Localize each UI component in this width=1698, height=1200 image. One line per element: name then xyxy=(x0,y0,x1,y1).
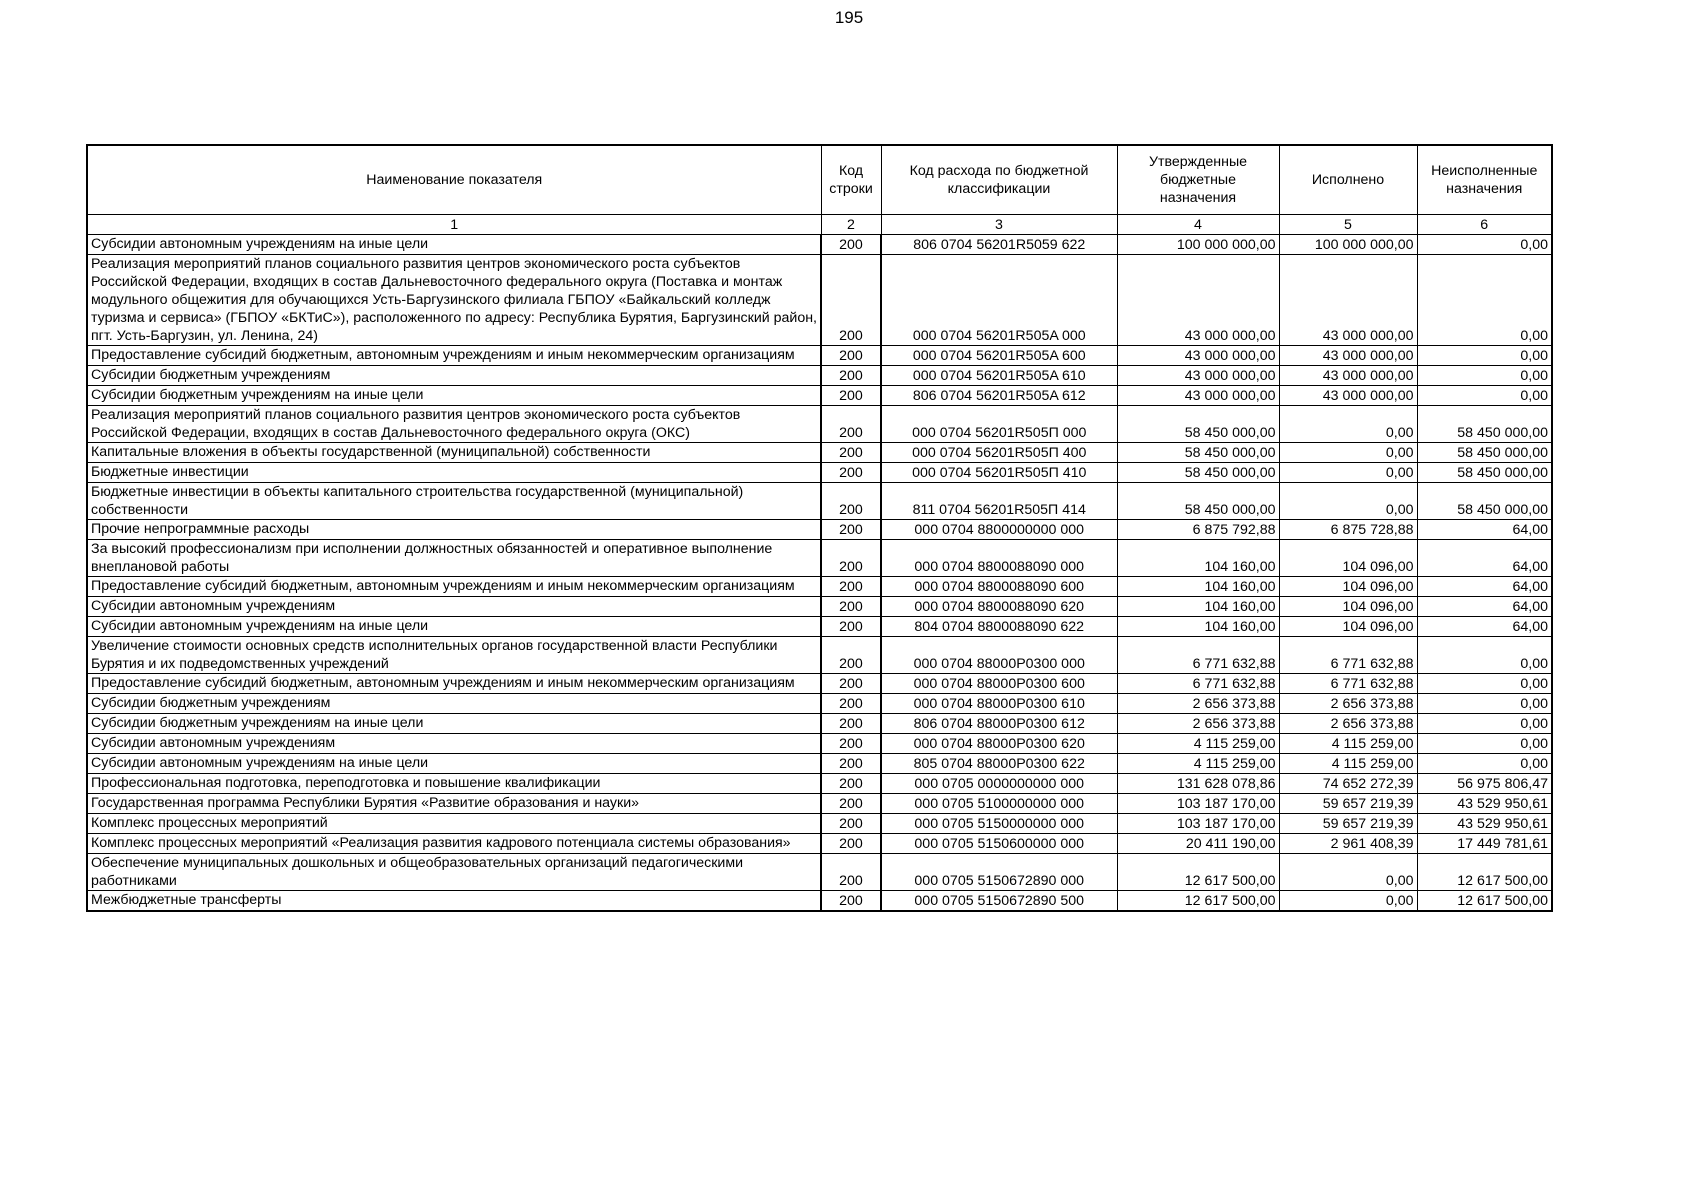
row-classification-cell: 000 0704 8800000000 000 xyxy=(881,520,1117,540)
row-approved-cell: 12 617 500,00 xyxy=(1117,854,1279,891)
row-executed-cell: 0,00 xyxy=(1279,891,1417,912)
row-unexecuted-cell: 0,00 xyxy=(1417,714,1552,734)
row-name-cell: Субсидии автономным учреждениям на иные цели xyxy=(87,617,821,637)
row-name-cell: Бюджетные инвестиции в объекты капитального строительства государственной (муниципальной) собственности xyxy=(87,483,821,520)
column-number: 1 xyxy=(87,215,821,235)
table-row xyxy=(87,714,1552,734)
row-unexecuted-cell: 58 450 000,00 xyxy=(1417,463,1552,483)
table-row xyxy=(87,754,1552,774)
row-classification-cell: 000 0704 56201R505A 610 xyxy=(881,366,1117,386)
header-classification: Код расхода по бюджетной классификации xyxy=(881,145,1117,215)
row-executed-cell: 2 656 373,88 xyxy=(1279,694,1417,714)
table-row xyxy=(87,694,1552,714)
table-row xyxy=(87,774,1552,794)
row-executed-cell: 100 000 000,00 xyxy=(1279,235,1417,255)
row-executed-cell: 104 096,00 xyxy=(1279,577,1417,597)
row-classification-cell: 000 0705 5150600000 000 xyxy=(881,834,1117,854)
row-name-cell: Субсидии автономным учреждениям на иные цели xyxy=(87,235,821,255)
row-unexecuted-cell: 64,00 xyxy=(1417,520,1552,540)
row-unexecuted-cell: 0,00 xyxy=(1417,235,1552,255)
row-line-code-cell: 200 xyxy=(821,255,881,346)
row-approved-cell: 58 450 000,00 xyxy=(1117,406,1279,443)
table-row xyxy=(87,814,1552,834)
row-line-code-cell: 200 xyxy=(821,637,881,674)
row-name-cell: Комплекс процессных мероприятий «Реализация развития кадрового потенциала системы образования» xyxy=(87,834,821,854)
row-executed-cell: 104 096,00 xyxy=(1279,540,1417,577)
table-row xyxy=(87,854,1552,891)
header-name: Наименование показателя xyxy=(87,145,821,215)
row-line-code-cell: 200 xyxy=(821,774,881,794)
row-approved-cell: 103 187 170,00 xyxy=(1117,794,1279,814)
row-classification-cell: 806 0704 88000P0300 612 xyxy=(881,714,1117,734)
table-row xyxy=(87,346,1552,366)
row-unexecuted-cell: 43 529 950,61 xyxy=(1417,794,1552,814)
row-classification-cell: 000 0705 5150000000 000 xyxy=(881,814,1117,834)
row-approved-cell: 104 160,00 xyxy=(1117,577,1279,597)
table-row xyxy=(87,577,1552,597)
row-approved-cell: 12 617 500,00 xyxy=(1117,891,1279,912)
row-line-code-cell: 200 xyxy=(821,794,881,814)
row-name-cell: Субсидии автономным учреждениям на иные цели xyxy=(87,754,821,774)
row-approved-cell: 58 450 000,00 xyxy=(1117,483,1279,520)
row-executed-cell: 43 000 000,00 xyxy=(1279,346,1417,366)
row-classification-cell: 000 0704 8800088090 000 xyxy=(881,540,1117,577)
table-row xyxy=(87,597,1552,617)
row-unexecuted-cell: 56 975 806,47 xyxy=(1417,774,1552,794)
row-name-cell: Профессиональная подготовка, переподготовка и повышение квалификации xyxy=(87,774,821,794)
row-unexecuted-cell: 0,00 xyxy=(1417,255,1552,346)
row-approved-cell: 104 160,00 xyxy=(1117,540,1279,577)
row-name-cell: Межбюджетные трансферты xyxy=(87,891,821,912)
row-name-cell: Предоставление субсидий бюджетным, автономным учреждениям и иным некоммерческим организациям xyxy=(87,346,821,366)
row-line-code-cell: 200 xyxy=(821,235,881,255)
table-row xyxy=(87,540,1552,577)
row-approved-cell: 104 160,00 xyxy=(1117,597,1279,617)
header-executed: Исполнено xyxy=(1279,145,1417,215)
row-line-code-cell: 200 xyxy=(821,540,881,577)
row-unexecuted-cell: 0,00 xyxy=(1417,637,1552,674)
table-row xyxy=(87,674,1552,694)
table-row xyxy=(87,463,1552,483)
row-name-cell: Субсидии бюджетным учреждениям xyxy=(87,694,821,714)
row-approved-cell: 103 187 170,00 xyxy=(1117,814,1279,834)
row-classification-cell: 804 0704 8800088090 622 xyxy=(881,617,1117,637)
row-classification-cell: 811 0704 56201R505П 414 xyxy=(881,483,1117,520)
row-executed-cell: 6 771 632,88 xyxy=(1279,637,1417,674)
row-approved-cell: 43 000 000,00 xyxy=(1117,366,1279,386)
row-unexecuted-cell: 0,00 xyxy=(1417,754,1552,774)
row-executed-cell: 6 771 632,88 xyxy=(1279,674,1417,694)
row-approved-cell: 6 771 632,88 xyxy=(1117,637,1279,674)
row-approved-cell: 6 875 792,88 xyxy=(1117,520,1279,540)
page-number: 195 xyxy=(834,8,864,27)
row-executed-cell: 59 657 219,39 xyxy=(1279,814,1417,834)
row-name-cell: Реализация мероприятий планов социального развития центров экономического роста субъектов Российской Федерации, входящих в состав Дальневосточного федерального округа (Поставка и монтаж модульного общежития для обучающихся Усть-Баргузинского филиала ГБПОУ «Байкальский колледж туризма и сервиса» (ГБПОУ «БКТиС»), расположенного по адресу: Республика Бурятия, Баргузинский район, пгт. Усть-Баргузин, ул. Ленина, 24) xyxy=(87,255,821,346)
row-line-code-cell: 200 xyxy=(821,443,881,463)
header-unexecuted: Неисполненные назначения xyxy=(1417,145,1552,215)
row-unexecuted-cell: 12 617 500,00 xyxy=(1417,854,1552,891)
row-unexecuted-cell: 43 529 950,61 xyxy=(1417,814,1552,834)
header-line-code: Код строки xyxy=(821,145,881,215)
row-classification-cell: 000 0704 56201R505П 410 xyxy=(881,463,1117,483)
column-number: 5 xyxy=(1279,215,1417,235)
row-approved-cell: 4 115 259,00 xyxy=(1117,754,1279,774)
row-approved-cell: 58 450 000,00 xyxy=(1117,443,1279,463)
row-executed-cell: 59 657 219,39 xyxy=(1279,794,1417,814)
row-line-code-cell: 200 xyxy=(821,854,881,891)
row-classification-cell: 000 0704 56201R505A 000 xyxy=(881,255,1117,346)
row-name-cell: Увеличение стоимости основных средств исполнительных органов государственной власти Республики Бурятия и их подведомственных учреждений xyxy=(87,637,821,674)
row-executed-cell: 4 115 259,00 xyxy=(1279,754,1417,774)
row-approved-cell: 58 450 000,00 xyxy=(1117,463,1279,483)
row-line-code-cell: 200 xyxy=(821,386,881,406)
row-approved-cell: 100 000 000,00 xyxy=(1117,235,1279,255)
table-body xyxy=(87,235,1552,912)
row-classification-cell: 000 0704 8800088090 620 xyxy=(881,597,1117,617)
row-classification-cell: 806 0704 56201R5059 622 xyxy=(881,235,1117,255)
row-approved-cell: 6 771 632,88 xyxy=(1117,674,1279,694)
row-classification-cell: 000 0704 88000P0300 600 xyxy=(881,674,1117,694)
row-name-cell: Предоставление субсидий бюджетным, автономным учреждениям и иным некоммерческим организациям xyxy=(87,577,821,597)
row-name-cell: Субсидии бюджетным учреждениям на иные цели xyxy=(87,386,821,406)
row-unexecuted-cell: 64,00 xyxy=(1417,617,1552,637)
row-line-code-cell: 200 xyxy=(821,714,881,734)
table-row xyxy=(87,834,1552,854)
table-row xyxy=(87,443,1552,463)
row-approved-cell: 2 656 373,88 xyxy=(1117,694,1279,714)
table-header-row xyxy=(87,145,1552,215)
row-line-code-cell: 200 xyxy=(821,406,881,443)
row-unexecuted-cell: 58 450 000,00 xyxy=(1417,406,1552,443)
row-unexecuted-cell: 58 450 000,00 xyxy=(1417,483,1552,520)
row-unexecuted-cell: 0,00 xyxy=(1417,386,1552,406)
row-name-cell: Бюджетные инвестиции xyxy=(87,463,821,483)
row-classification-cell: 000 0705 5150672890 500 xyxy=(881,891,1117,912)
row-unexecuted-cell: 64,00 xyxy=(1417,540,1552,577)
row-line-code-cell: 200 xyxy=(821,891,881,912)
row-executed-cell: 0,00 xyxy=(1279,854,1417,891)
row-executed-cell: 4 115 259,00 xyxy=(1279,734,1417,754)
row-name-cell: Субсидии автономным учреждениям xyxy=(87,734,821,754)
table-row xyxy=(87,891,1552,912)
row-unexecuted-cell: 58 450 000,00 xyxy=(1417,443,1552,463)
row-unexecuted-cell: 0,00 xyxy=(1417,366,1552,386)
table-row xyxy=(87,520,1552,540)
table-row xyxy=(87,617,1552,637)
table-row xyxy=(87,406,1552,443)
row-name-cell: Субсидии бюджетным учреждениям на иные цели xyxy=(87,714,821,734)
row-executed-cell: 74 652 272,39 xyxy=(1279,774,1417,794)
row-unexecuted-cell: 0,00 xyxy=(1417,674,1552,694)
column-number: 2 xyxy=(821,215,881,235)
row-classification-cell: 000 0705 5100000000 000 xyxy=(881,794,1117,814)
table-row xyxy=(87,734,1552,754)
row-name-cell: Субсидии автономным учреждениям xyxy=(87,597,821,617)
row-executed-cell: 43 000 000,00 xyxy=(1279,366,1417,386)
row-executed-cell: 6 875 728,88 xyxy=(1279,520,1417,540)
row-line-code-cell: 200 xyxy=(821,577,881,597)
table-row xyxy=(87,483,1552,520)
column-number: 3 xyxy=(881,215,1117,235)
table-row xyxy=(87,366,1552,386)
row-line-code-cell: 200 xyxy=(821,483,881,520)
row-name-cell: Предоставление субсидий бюджетным, автономным учреждениям и иным некоммерческим организациям xyxy=(87,674,821,694)
row-unexecuted-cell: 64,00 xyxy=(1417,577,1552,597)
row-classification-cell: 805 0704 88000P0300 622 xyxy=(881,754,1117,774)
row-approved-cell: 104 160,00 xyxy=(1117,617,1279,637)
row-line-code-cell: 200 xyxy=(821,463,881,483)
row-line-code-cell: 200 xyxy=(821,814,881,834)
row-approved-cell: 43 000 000,00 xyxy=(1117,255,1279,346)
row-line-code-cell: 200 xyxy=(821,617,881,637)
row-executed-cell: 43 000 000,00 xyxy=(1279,255,1417,346)
row-line-code-cell: 200 xyxy=(821,694,881,714)
table-row xyxy=(87,255,1552,346)
row-approved-cell: 20 411 190,00 xyxy=(1117,834,1279,854)
row-classification-cell: 000 0704 88000P0300 620 xyxy=(881,734,1117,754)
row-executed-cell: 104 096,00 xyxy=(1279,597,1417,617)
row-classification-cell: 806 0704 56201R505A 612 xyxy=(881,386,1117,406)
row-unexecuted-cell: 0,00 xyxy=(1417,734,1552,754)
row-classification-cell: 000 0704 56201R505П 400 xyxy=(881,443,1117,463)
column-number: 4 xyxy=(1117,215,1279,235)
row-executed-cell: 2 656 373,88 xyxy=(1279,714,1417,734)
row-line-code-cell: 200 xyxy=(821,346,881,366)
row-approved-cell: 131 628 078,86 xyxy=(1117,774,1279,794)
row-line-code-cell: 200 xyxy=(821,366,881,386)
row-unexecuted-cell: 0,00 xyxy=(1417,346,1552,366)
row-classification-cell: 000 0705 0000000000 000 xyxy=(881,774,1117,794)
header-approved: Утвержденные бюджетные назначения xyxy=(1117,145,1279,215)
row-unexecuted-cell: 17 449 781,61 xyxy=(1417,834,1552,854)
row-unexecuted-cell: 64,00 xyxy=(1417,597,1552,617)
row-name-cell: Государственная программа Республики Бурятия «Развитие образования и науки» xyxy=(87,794,821,814)
row-unexecuted-cell: 12 617 500,00 xyxy=(1417,891,1552,912)
column-number-row xyxy=(87,215,1552,235)
row-unexecuted-cell: 0,00 xyxy=(1417,694,1552,714)
row-executed-cell: 2 961 408,39 xyxy=(1279,834,1417,854)
row-classification-cell: 000 0704 8800088090 600 xyxy=(881,577,1117,597)
table-row xyxy=(87,386,1552,406)
row-line-code-cell: 200 xyxy=(821,674,881,694)
row-executed-cell: 43 000 000,00 xyxy=(1279,386,1417,406)
row-line-code-cell: 200 xyxy=(821,520,881,540)
row-approved-cell: 43 000 000,00 xyxy=(1117,346,1279,366)
table-row xyxy=(87,637,1552,674)
table-row xyxy=(87,794,1552,814)
row-name-cell: Капитальные вложения в объекты государственной (муниципальной) собственности xyxy=(87,443,821,463)
row-executed-cell: 0,00 xyxy=(1279,443,1417,463)
row-classification-cell: 000 0704 88000P0300 000 xyxy=(881,637,1117,674)
table-row xyxy=(87,235,1552,255)
row-name-cell: Субсидии бюджетным учреждениям xyxy=(87,366,821,386)
row-line-code-cell: 200 xyxy=(821,834,881,854)
budget-execution-table xyxy=(86,144,1553,912)
row-classification-cell: 000 0704 88000P0300 610 xyxy=(881,694,1117,714)
row-executed-cell: 0,00 xyxy=(1279,463,1417,483)
row-executed-cell: 104 096,00 xyxy=(1279,617,1417,637)
row-name-cell: Прочие непрограммные расходы xyxy=(87,520,821,540)
column-number: 6 xyxy=(1417,215,1552,235)
row-approved-cell: 43 000 000,00 xyxy=(1117,386,1279,406)
row-name-cell: Комплекс процессных мероприятий xyxy=(87,814,821,834)
row-classification-cell: 000 0704 56201R505П 000 xyxy=(881,406,1117,443)
row-classification-cell: 000 0705 5150672890 000 xyxy=(881,854,1117,891)
row-name-cell: Реализация мероприятий планов социального развития центров экономического роста субъектов Российской Федерации, входящих в состав Дальневосточного федерального округа (ОКС) xyxy=(87,406,821,443)
row-line-code-cell: 200 xyxy=(821,754,881,774)
row-executed-cell: 0,00 xyxy=(1279,483,1417,520)
row-name-cell: За высокий профессионализм при исполнении должностных обязанностей и оперативное выполнение внеплановой работы xyxy=(87,540,821,577)
row-name-cell: Обеспечение муниципальных дошкольных и общеобразовательных организаций педагогическими работниками xyxy=(87,854,821,891)
row-executed-cell: 0,00 xyxy=(1279,406,1417,443)
row-approved-cell: 4 115 259,00 xyxy=(1117,734,1279,754)
row-classification-cell: 000 0704 56201R505A 600 xyxy=(881,346,1117,366)
row-line-code-cell: 200 xyxy=(821,734,881,754)
row-line-code-cell: 200 xyxy=(821,597,881,617)
row-approved-cell: 2 656 373,88 xyxy=(1117,714,1279,734)
